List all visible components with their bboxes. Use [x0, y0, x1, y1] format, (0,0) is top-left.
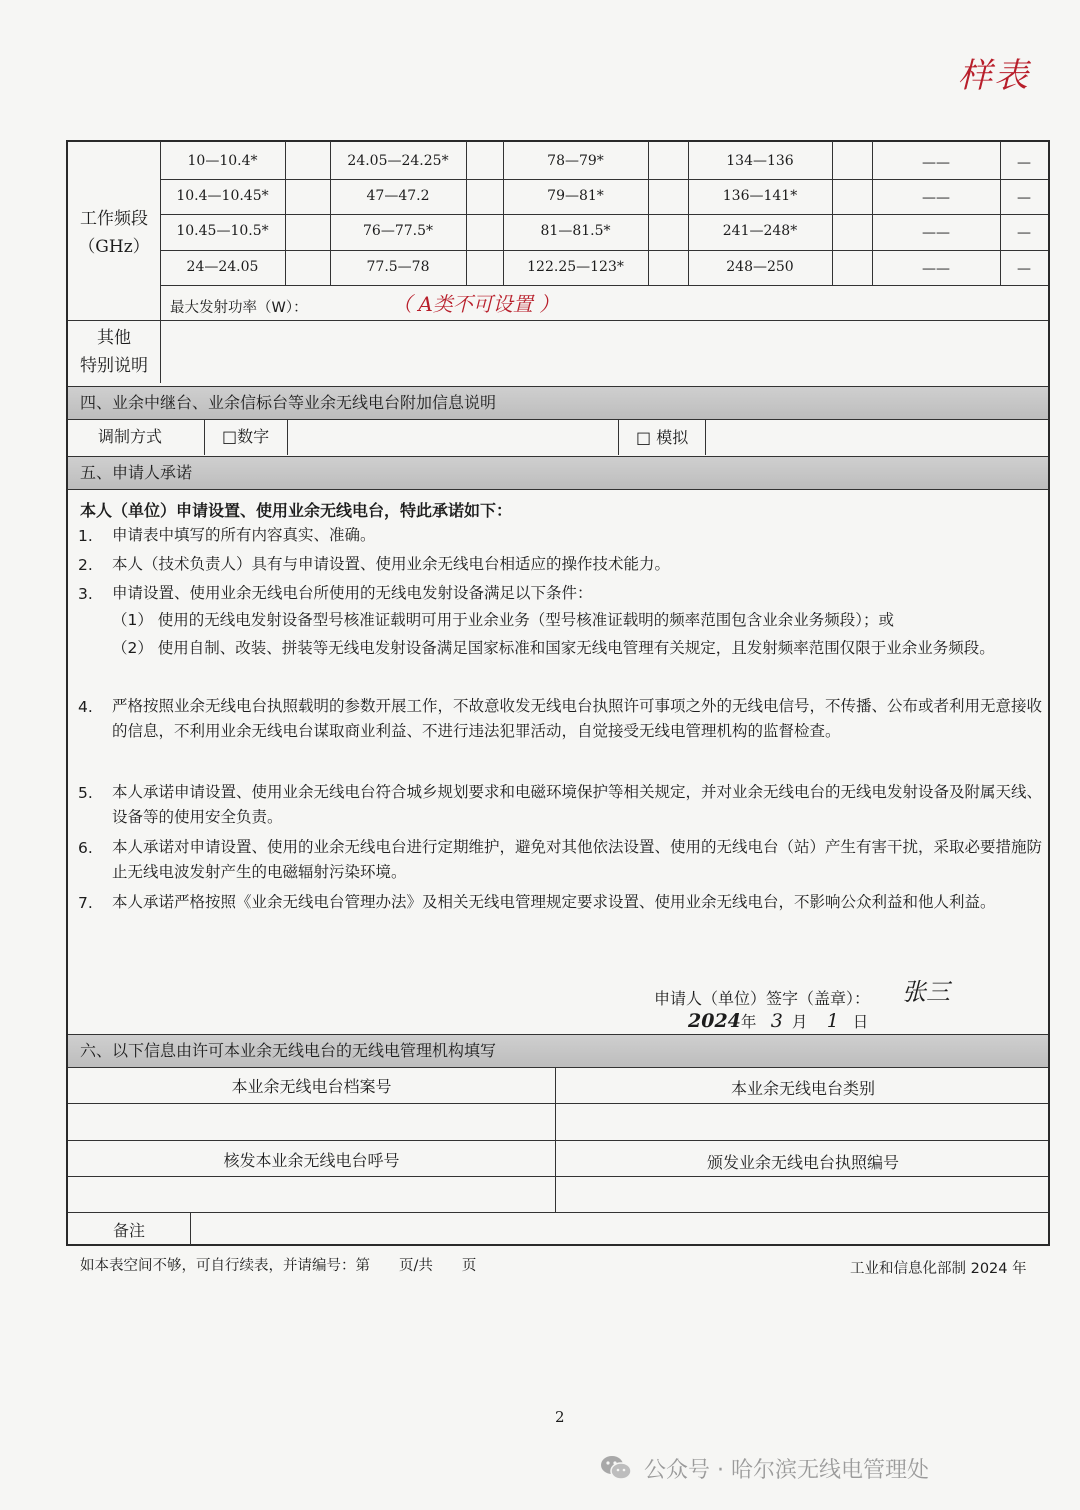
applicant-signature: 张三 — [902, 978, 950, 1006]
section-4-header: 四、业余中继台、业余信标台等业余无线电台附加信息说明 — [68, 386, 1048, 420]
commitment-item-6: 本人承诺对申请设置、使用的业余无线电台进行定期维护，避免对其他依法设置、使用的无线电台（站）产生有害干扰，采取必要措施防止无线电波发射产生的电磁辐射污染环境。 — [112, 838, 1043, 881]
max-power-label: 最大发射功率（W）： — [170, 300, 308, 316]
commitment-item-7: 本人承诺严格按照《业余无线电台管理办法》及相关无线电管理规定要求设置、使用业余无线电台，不影响公众利益和他人利益。 — [112, 893, 996, 911]
section-6-header: 六、以下信息由许可本业余无线电台的无线电管理机构填写 — [68, 1034, 1048, 1068]
blank-dash: —— — [922, 261, 950, 277]
item-number: 6. — [78, 839, 93, 857]
freq-band-cell: 78—79* — [547, 153, 604, 169]
freq-band-cell: 24.05—24.25* — [347, 153, 449, 169]
license-number-label: 颁发业余无线电台执照编号 — [706, 1153, 899, 1172]
digital-checkbox[interactable]: □数字 — [222, 427, 270, 446]
freq-band-cell: 47—47.2 — [366, 188, 430, 204]
blank-dash: —— — [922, 155, 950, 171]
modulation-label: 调制方式 — [98, 427, 163, 446]
page-number: 2 — [555, 1408, 565, 1426]
freq-band-cell: 136—141* — [722, 188, 798, 204]
footer-issuer: 工业和信息化部制 2024 年 — [850, 1261, 1027, 1277]
freq-band-cell: 241—248* — [722, 223, 798, 239]
sample-form-stamp: 样表 — [958, 56, 1030, 96]
freq-band-cell: 10.4—10.45* — [176, 188, 269, 204]
blank-dash: —— — [922, 190, 950, 206]
freq-band-label: 工作频段 （GHz） — [78, 209, 150, 257]
blank-dash: — — [1017, 190, 1031, 206]
blank-dash: — — [1017, 155, 1031, 171]
item-number: 5. — [78, 784, 93, 802]
item-number: 3. — [78, 585, 93, 603]
blank-dash: — — [1017, 261, 1031, 277]
other-notes-label: 其他 特别说明 — [80, 328, 148, 376]
item-number: 2. — [78, 556, 93, 574]
item-number: 4. — [78, 698, 93, 716]
freq-band-cell: 134—136 — [726, 153, 794, 169]
commitment-intro: 本人（单位）申请设置、使用业余无线电台，特此承诺如下： — [80, 501, 513, 520]
freq-band-cell: 122.25—123* — [527, 259, 624, 275]
item-number: 1. — [78, 527, 93, 545]
freq-band-cell: 76—77.5* — [363, 223, 433, 239]
footer-continuation-note: 如本表空间不够，可自行续表，并请编号：第 页/共 页 — [80, 1258, 477, 1274]
blank-dash: —— — [922, 225, 950, 241]
freq-band-cell: 24—24.05 — [186, 259, 259, 275]
station-category-label: 本业余无线电台类别 — [730, 1079, 875, 1098]
freq-band-cell: 10—10.4* — [187, 153, 258, 169]
sign-date: 2024年 3 月 1 日 — [688, 1010, 869, 1032]
commitment-item-4: 严格按照业余无线电台执照载明的参数开展工作，不故意收发无线电台执照许可事项之外的无线电信号，不传播、公布或者利用无意接收的信息，不利用业余无线电台谋取商业利益、不进行违法犯罪活动，自觉接受无线电管理机构的监督检查。 — [112, 697, 1043, 740]
archive-number-label: 本业余无线电台档案号 — [231, 1077, 392, 1096]
blank-dash: — — [1017, 225, 1031, 241]
section-5-header: 五、申请人承诺 — [68, 456, 1048, 490]
freq-band-cell: 248—250 — [726, 259, 794, 275]
commitment-item-5: 本人承诺申请设置、使用业余无线电台符合城乡规划要求和电磁环境保护等相关规定，并对业余无线电台的无线电发射设备及附属天线、设备等的使用安全负责。 — [112, 783, 1043, 826]
callsign-label: 核发本业余无线电台呼号 — [223, 1151, 400, 1170]
commitment-item-3-1: （1） 使用的无线电发射设备型号核准证载明可用于业余业务（型号核准证载明的频率范围包含业余业务频段）；或 — [112, 611, 895, 629]
commitment-item-3-2: （2） 使用自制、改装、拼装等无线电发射设备满足国家标准和国家无线电管理有关规定，且发射频率范围仅限于业余业务频段。 — [112, 639, 995, 657]
freq-band-cell: 79—81* — [547, 188, 604, 204]
watermark-text: 公众号 · 哈尔滨无线电管理处 — [644, 1458, 929, 1483]
remarks-label: 备注 — [112, 1221, 145, 1240]
item-number: 7. — [78, 894, 93, 912]
freq-band-cell: 77.5—78 — [366, 259, 430, 275]
freq-band-cell: 81—81.5* — [540, 223, 611, 239]
freq-band-cell: 10.45—10.5* — [176, 223, 269, 239]
commitment-item-3: 申请设置、使用业余无线电台所使用的无线电发射设备满足以下条件： — [112, 584, 593, 602]
wechat-icon — [598, 1450, 634, 1486]
commitment-item-2: 本人（技术负责人）具有与申请设置、使用业余无线电台相适应的操作技术能力。 — [112, 555, 671, 573]
analog-checkbox[interactable]: □ 模拟 — [636, 428, 689, 447]
applicant-signature-label: 申请人（单位）签字（盖章）： — [654, 989, 871, 1008]
max-power-note: （ A类不可设置 ） — [392, 292, 560, 316]
commitment-item-1: 申请表中填写的所有内容真实、准确。 — [112, 526, 376, 544]
